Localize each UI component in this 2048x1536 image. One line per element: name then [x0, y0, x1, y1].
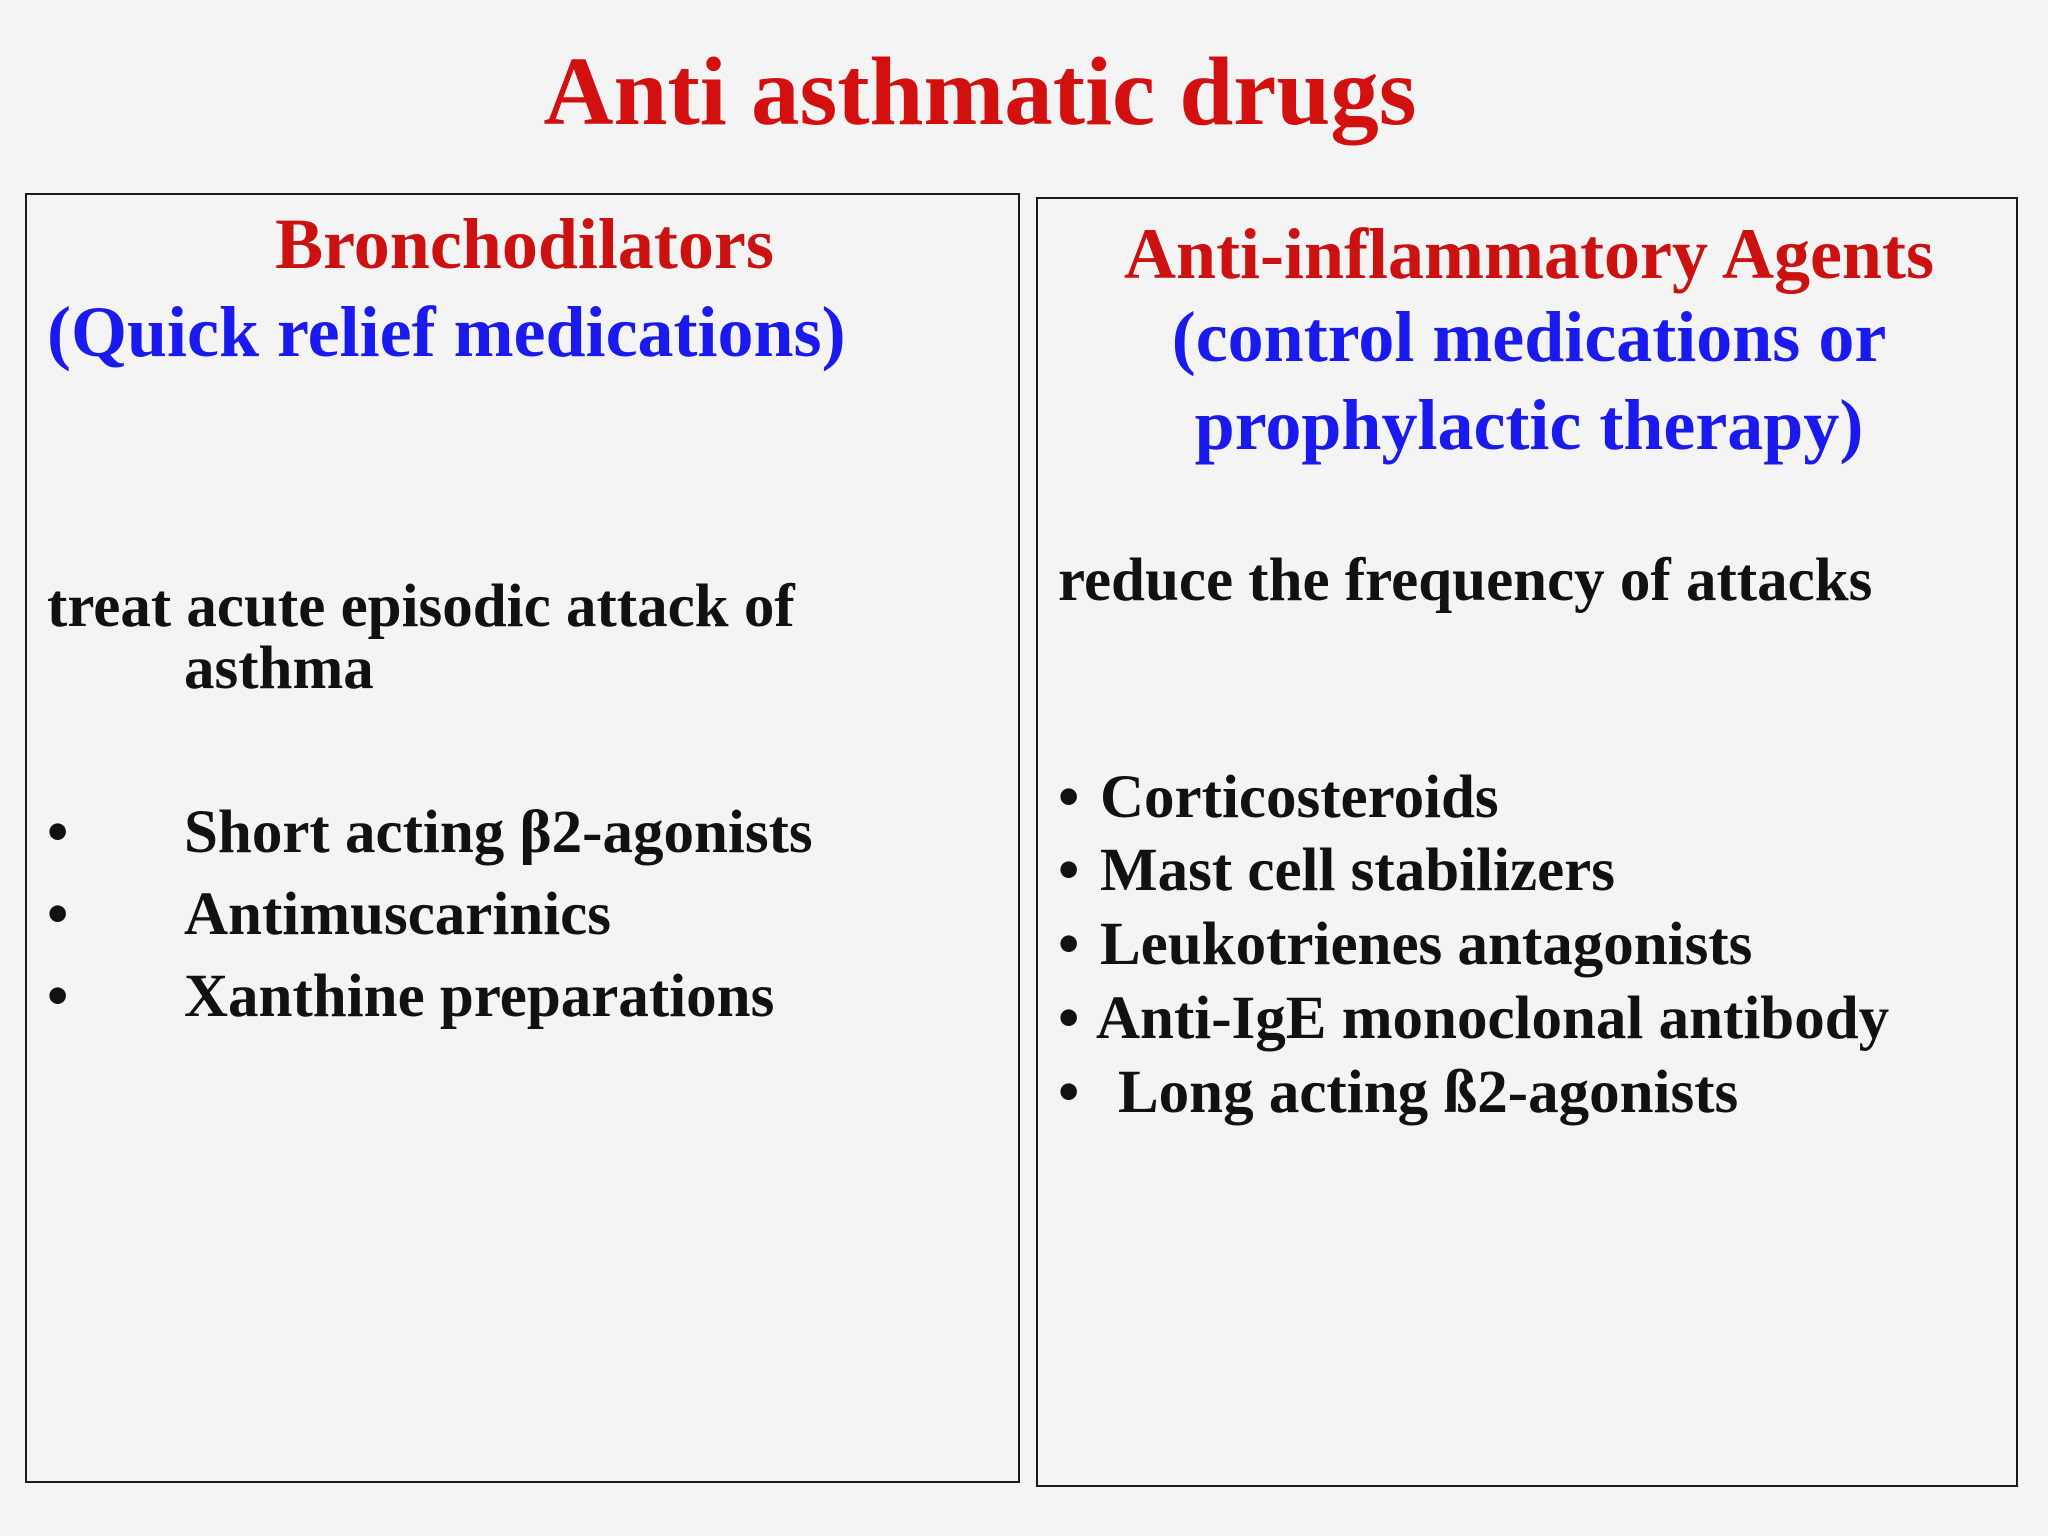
slide-title: Anti asthmatic drugs [543, 38, 1417, 145]
list-item-label: Antimuscarinics [184, 881, 611, 948]
bullet-icon: • [1058, 911, 1080, 978]
anti-inflammatory-description: reduce the frequency of attacks [1058, 547, 1873, 614]
list-item-label: Corticosteroids [1100, 764, 1499, 831]
bullet-icon: • [1058, 985, 1080, 1052]
bullet-icon: • [47, 881, 69, 948]
list-item-label: Leukotrienes antagonists [1100, 911, 1753, 978]
anti-inflammatory-panel [1036, 197, 2018, 1487]
bronchodilators-description-line2: asthma [184, 635, 374, 702]
list-item-label: Anti-IgE monoclonal antibody [1096, 985, 1890, 1052]
bronchodilators-panel [25, 193, 1020, 1483]
bullet-icon: • [47, 963, 69, 1030]
bullet-icon: • [47, 799, 69, 866]
bullet-icon: • [1058, 1059, 1080, 1126]
bullet-icon: • [1058, 837, 1080, 904]
bronchodilators-description-line1: treat acute episodic attack of [47, 573, 795, 640]
list-item-label: Mast cell stabilizers [1100, 837, 1615, 904]
list-item-label: Short acting β2-agonists [184, 799, 813, 866]
bullet-icon: • [1058, 764, 1080, 831]
bronchodilators-subheading: (Quick relief medications) [47, 292, 846, 372]
bronchodilators-heading: Bronchodilators [275, 204, 774, 284]
anti-inflammatory-heading: Anti-inflammatory Agents [1124, 214, 1934, 294]
anti-inflammatory-subheading-line2: prophylactic therapy) [1194, 385, 1864, 465]
list-item-label: Xanthine preparations [184, 963, 775, 1030]
anti-inflammatory-subheading-line1: (control medications or [1171, 297, 1887, 377]
list-item-label: Long acting ß2-agonists [1118, 1059, 1739, 1126]
